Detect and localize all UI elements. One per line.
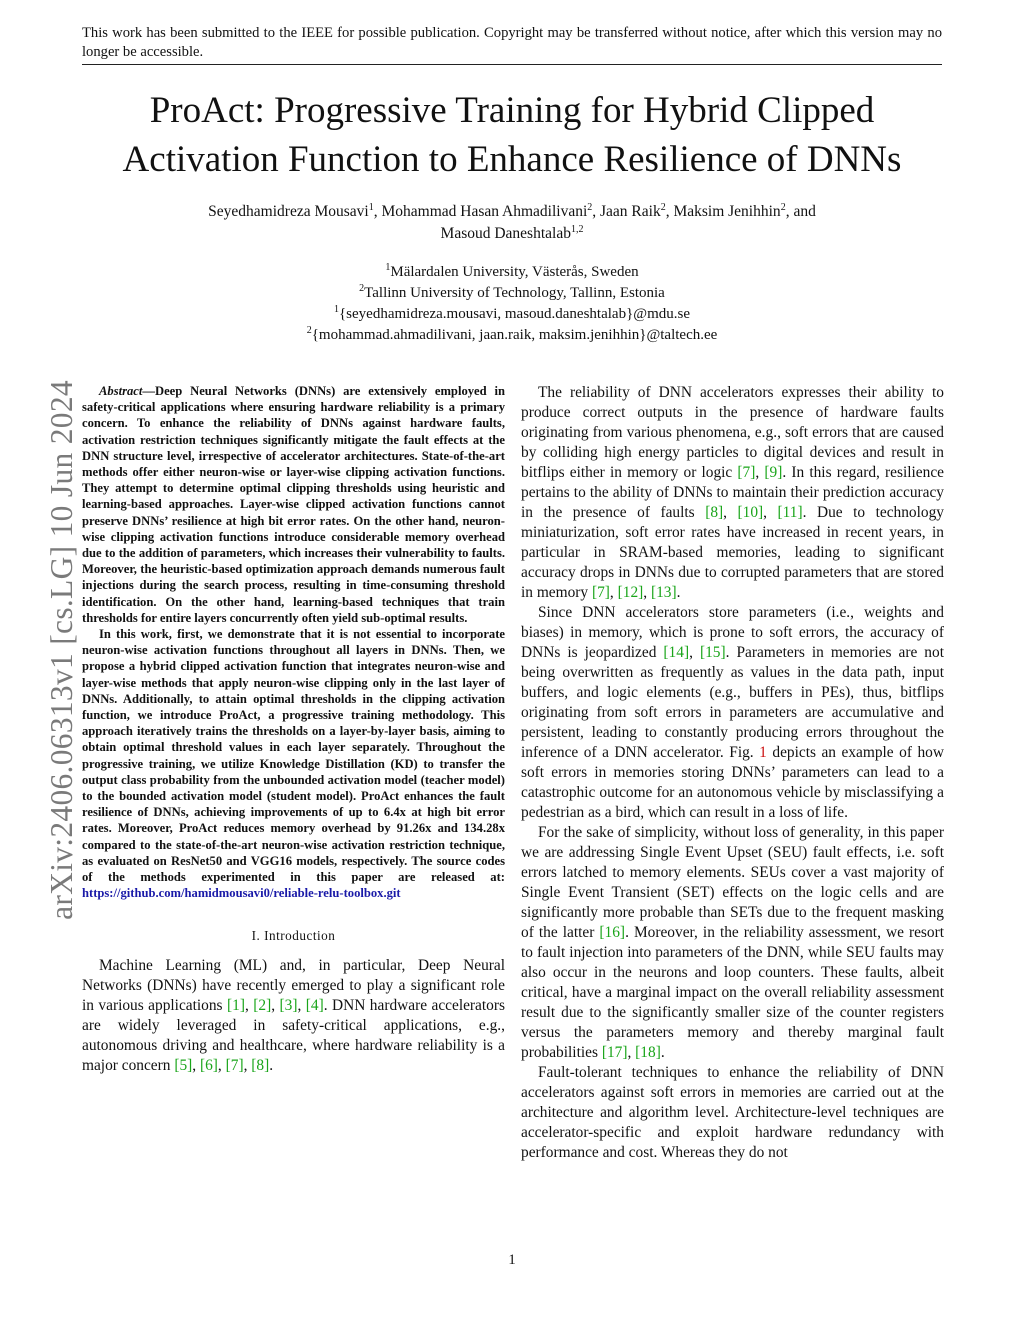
abstract bbox=[82, 383, 505, 902]
body-paragraph-1: The reliability of DNN accelerators expresses their ability to produce correct outputs in the presence of hardware faults originating from various phenomena, e.g., soft errors that are caused by colliding high energy particles to digital devices and result in bitflips either in memory or logic [7], [9]. In this regard, resilience pertains to the ability of DNNs to maintain their prediction accuracy in the presence of faults [8], [10], [11]. Due to technology miniaturization, soft error rates have increased in recent years, in particular in SRAM-based memories, leading to significant accuracy drops in DNNs due to corrupted parameters that are stored in memory [7], [12], [13]. bbox=[521, 384, 944, 601]
author-4: , Maksim Jenihhin bbox=[665, 203, 781, 220]
header-rule bbox=[82, 64, 942, 65]
citation[interactable]: [7] bbox=[737, 464, 756, 481]
citation[interactable]: [6] bbox=[199, 1056, 218, 1074]
citation[interactable]: [18] bbox=[635, 1044, 661, 1061]
affiliations bbox=[90, 262, 934, 346]
citation[interactable]: [16] bbox=[599, 924, 626, 941]
author-3: , Jaan Raik bbox=[592, 203, 661, 220]
section-heading-introduction: I. Introduction bbox=[251, 927, 336, 943]
introduction-text bbox=[82, 956, 505, 1076]
email-group-1: $^1${seyedhamidreza.mousavi, masoud.daneshtalab}@mdu.se bbox=[333, 304, 691, 322]
abstract-paragraph-2: In this work, first, we demonstrate that it is not essential to incorporate neuron-wise activation functions throughout all layers in DNNs. Then, we propose a hybrid clipped activation function that integrates neuron-wise and layer-wise methods that apply neuron-wise clipping only in the last layer of DNNs. Additionally, to attain optimal thresholds in the clipping activation function, we introduce ProAct, a progressive training methodology. This approach iteratively trains the thresholds on a layer-by-layer basis, aiming to obtain optimal threshold values in each layer separately. Throughout the progressive training, we utilize Knowledge Distillation (KD) to transfer the output class probability from the unbounded activation model (teacher model) to the bounded activation model (student model). ProAct enhances the fault resilience of DNNs, achieving improvements of up to 6.4x at high bit error rates. Moreover, ProAct reduces memory overhead by 91.26x and 134.28x compared to the state-of-the-art neuron-wise activation restriction technique, as evaluated on ResNet50 and VGG16 models, respectively. The source codes of the methods experimented in this paper are released at: https://github.com/hamidmousavi0/reliable-relu-toolbox.git bbox=[82, 627, 505, 901]
body-paragraph-3: For the sake of simplicity, without loss of generality, in this paper we are addressing Single Event Upset (SEU) fault effects, i.e. soft errors latched to memory elements. SEUs cover a vast majority of Single Event Transient (SET) effects on the logic cells and are significantly more probable than SETs due to the frequent masking of the latter [16]. Moreover, in the reliability assessment, we resort to fault injection into parameters of the DNN, while SEU faults may also occur in the neurons and loop counters. These faults, albeit critical, have a marginal impact on the overall reliability assessment result due to the significantly smaller size of the counter registers versus the parameters memory and thereby marginal fault probabilities [17], [18]. bbox=[521, 824, 945, 1061]
right-column bbox=[521, 383, 944, 1163]
body-paragraph-2: Since DNN accelerators store parameters (i.e., weights and biases) in memory, which is prone to soft errors, the accuracy of DNNs is jeopardized [14], [15]. Parameters in memories are not being overwritten as frequently as values in the data path, input buffers, and logic elements (e.g., buffers in PEs), thus, bitflips originating from soft errors in parameters are accumulative and persistent, leading to constantly producing errors throughout the inference of a DNN accelerator. Fig. 1 depicts an example of how soft errors in memories storing DNNs’ parameters can lead to a catastrophic outcome for an autonomous vehicle by misclassifying a pedestrian as a bird, which can result in a loss of life. bbox=[521, 604, 944, 821]
citation[interactable]: [14] bbox=[663, 644, 690, 661]
citation[interactable]: [9] bbox=[764, 464, 783, 481]
citation[interactable]: [5] bbox=[174, 1056, 193, 1074]
citation[interactable]: [3] bbox=[279, 996, 298, 1014]
body-paragraph-4: Fault-tolerant techniques to enhance the reliability of DNN accelerators against soft errors in memories are carried out at the architecture and algorithm level. Architecture-level techniques are accelerator-specific and exploit hardware redundancy with performance and cost. Whereas they do not bbox=[521, 1064, 944, 1161]
submission-notice: This work has been submitted to the IEEE for possible publication. Copyright may be transferred without notice, after which this version may no longer be accessible. bbox=[82, 25, 942, 60]
author-5: Masoud Daneshtalab bbox=[440, 225, 571, 242]
left-column bbox=[82, 383, 505, 1076]
title-line-2: Activation Function to Enhance Resilience of DNNs bbox=[122, 139, 902, 180]
author-line-1 bbox=[90, 201, 934, 223]
author-2-affil: 2 bbox=[587, 201, 593, 213]
citation[interactable]: [2] bbox=[253, 996, 272, 1014]
page-number: 1 bbox=[508, 1252, 516, 1268]
author-list bbox=[90, 201, 934, 245]
citation[interactable]: [7] bbox=[225, 1056, 244, 1074]
author-4-affil: 2 bbox=[780, 201, 786, 213]
citation[interactable]: [12] bbox=[617, 584, 644, 601]
affiliation-1: $^1$Mälardalen University, Västerås, Sweden bbox=[385, 262, 639, 280]
author-line-2 bbox=[90, 223, 934, 245]
author-5-affil: 1,2 bbox=[570, 223, 584, 235]
intro-paragraph-1: Machine Learning (ML) and, in particular, Deep Neural Networks (DNNs) have recently emerged to play a significant role in various applications [1], [2], [3], [4]. DNN hardware accelerators are widely leveraged in safety-critical applications, e.g., autonomous driving and healthcare, where hardware reliability is a major concern [5], [6], [7], [8]. bbox=[82, 956, 505, 1074]
citation[interactable]: [4] bbox=[305, 996, 324, 1014]
citation[interactable]: [15] bbox=[699, 644, 726, 661]
citation[interactable]: [7] bbox=[591, 584, 610, 601]
email-group-2: $^2${mohammad.ahmadilivani, jaan.raik, maksim.jenihhin}@taltech.ee bbox=[306, 325, 718, 343]
author-1-affil: 1 bbox=[368, 201, 374, 213]
citation[interactable]: [11] bbox=[777, 504, 803, 521]
citation[interactable]: [17] bbox=[601, 1044, 628, 1061]
citation[interactable]: [13] bbox=[650, 584, 677, 601]
title-line-1: ProAct: Progressive Training for Hybrid Clipped bbox=[149, 90, 875, 131]
abstract-label: Abstract bbox=[99, 384, 143, 398]
abstract-paragraph-1: Abstract—Deep Neural Networks (DNNs) are extensively employed in safety-critical applications where ensuring hardware reliability is a primary concern. To enhance the reliability of DNNs against hardware faults, activation restriction techniques significantly mitigate the fault effects at the DNN structure level, irrespective of accelerator architectures. State-of-the-art methods offer either neuron-wise or layer-wise clipping activation functions. They attempt to determine optimal clipping thresholds using heuristic and learning-based approaches. Layer-wise clipped activation functions cannot preserve DNNs’ resilience at high bit error rates. On the other hand, neuron-wise clipping activation functions introduce considerable memory overhead due to the addition of parameters, which increases their vulnerability to faults. Moreover, the heuristic-based optimization approach demands numerous fault injections during the search process, resulting in time-consuming threshold identification. On the other hand, learning-based techniques that train thresholds for entire layers concurrently often yield sub-optimal results. bbox=[82, 384, 505, 625]
figure-reference[interactable]: 1 bbox=[759, 744, 767, 761]
author-2: , Mohammad Hasan Ahmadilivani bbox=[373, 203, 588, 220]
arxiv-identifier: arXiv:2406.06313v1 [cs.LG] 10 Jun 2024 bbox=[44, 380, 79, 920]
citation[interactable]: [1] bbox=[227, 996, 245, 1014]
author-conjunction: , and bbox=[785, 203, 816, 220]
citation[interactable]: [10] bbox=[737, 504, 764, 521]
author-1: Seyedhamidreza Mousavi bbox=[208, 203, 369, 220]
citation[interactable]: [8] bbox=[705, 504, 724, 521]
affiliation-2: $^2$Tallinn University of Technology, Tallinn, Estonia bbox=[359, 283, 665, 301]
paper-title bbox=[40, 86, 984, 184]
citation[interactable]: [8] bbox=[251, 1056, 270, 1074]
author-3-affil: 2 bbox=[660, 201, 666, 213]
source-code-link[interactable]: https://github.com/hamidmousavi0/reliable-relu-toolbox.git bbox=[82, 886, 401, 901]
